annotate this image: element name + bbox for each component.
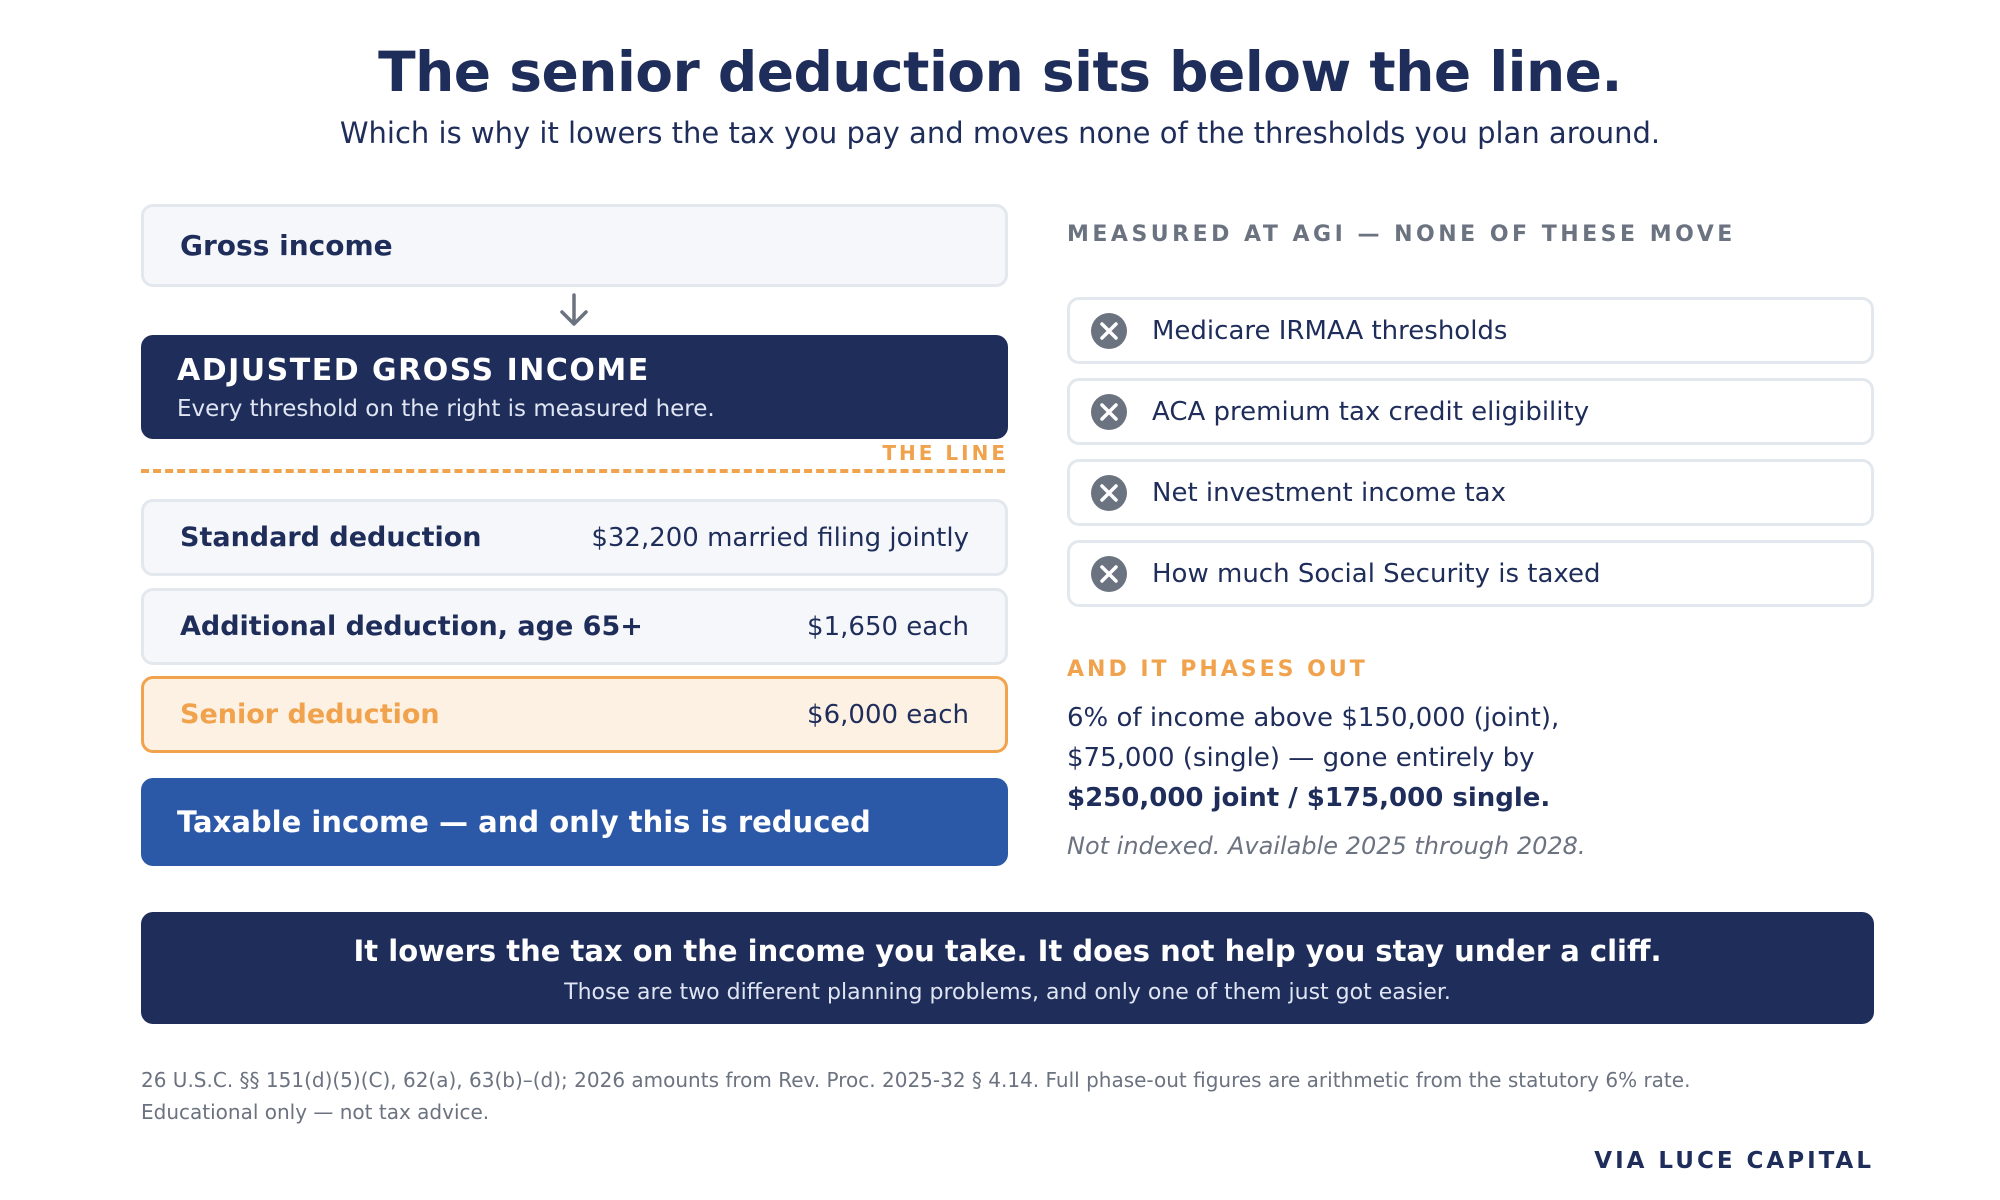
gross-income-box: [141, 204, 1008, 287]
agi-title: ADJUSTED GROSS INCOME: [177, 353, 650, 388]
brand-logo-text: VIA LUCE CAPITAL: [1594, 1148, 1874, 1174]
footnote: [141, 1064, 1690, 1128]
page-title: The senior deduction sits below the line.: [378, 40, 1622, 104]
x-circle-icon: [1090, 312, 1128, 350]
agi-box: [141, 335, 1008, 439]
phase-line-1: 6% of income above $150,000 (joint),: [1067, 703, 1560, 733]
measured-item-label: How much Social Security is taxed: [1152, 558, 1601, 589]
row-value: $6,000 each: [807, 699, 969, 730]
phase-heading: AND IT PHASES OUT: [1067, 657, 1368, 682]
arrow-down-icon: [556, 292, 592, 328]
x-circle-icon: [1090, 393, 1128, 431]
measured-item-label: ACA premium tax credit eligibility: [1152, 396, 1590, 427]
page-subtitle: Which is why it lowers the tax you pay and moves none of the thresholds you plan around.: [339, 116, 1661, 150]
phase-note: Not indexed. Available 2025 through 2028.: [1067, 832, 1586, 860]
x-circle-icon: [1090, 555, 1128, 593]
banner-sub: Those are two different planning problems, and only one of them just got easier.: [564, 980, 1451, 1005]
phase-line-3: $250,000 joint / $175,000 single.: [1067, 783, 1551, 813]
the-line-divider: [141, 469, 1005, 473]
phase-text: [1067, 698, 1827, 818]
phase-line-2: $75,000 (single) — gone entirely by: [1067, 743, 1535, 773]
taxable-income-box: Taxable income — and only this is reduced: [141, 778, 1008, 866]
banner-main: It lowers the tax on the income you take. It does not help you stay under a cliff.: [353, 934, 1662, 968]
agi-subtitle: Every threshold on the right is measured here.: [177, 396, 715, 422]
measured-item: [1067, 459, 1874, 526]
measured-item-label: Net investment income tax: [1152, 477, 1506, 508]
gross-income-label: Gross income: [180, 229, 393, 262]
measured-item: [1067, 540, 1874, 607]
measured-item: [1067, 297, 1874, 364]
the-line-label: THE LINE: [882, 441, 1008, 465]
row-value: $1,650 each: [807, 611, 969, 642]
measured-heading: MEASURED AT AGI — NONE OF THESE MOVE: [1067, 222, 1736, 247]
additional-deduction-row: [141, 588, 1008, 665]
summary-banner: [141, 912, 1874, 1024]
measured-item: [1067, 378, 1874, 445]
row-label: Standard deduction: [180, 522, 482, 553]
x-circle-icon: [1090, 474, 1128, 512]
row-label: Senior deduction: [180, 699, 440, 730]
senior-deduction-row: [141, 676, 1008, 753]
standard-deduction-row: [141, 499, 1008, 576]
row-label: Additional deduction, age 65+: [180, 611, 643, 642]
footnote-citation: 26 U.S.C. §§ 151(d)(5)(C), 62(a), 63(b)–(d); 2026 amounts from Rev. Proc. 2025-32 § 4.14. Full phase-out figures are arithmetic from the statutory 6% rate.: [141, 1068, 1691, 1092]
row-value: $32,200 married filing jointly: [591, 522, 969, 553]
measured-item-label: Medicare IRMAA thresholds: [1152, 315, 1508, 346]
footnote-disclaimer: Educational only — not tax advice.: [141, 1100, 490, 1124]
